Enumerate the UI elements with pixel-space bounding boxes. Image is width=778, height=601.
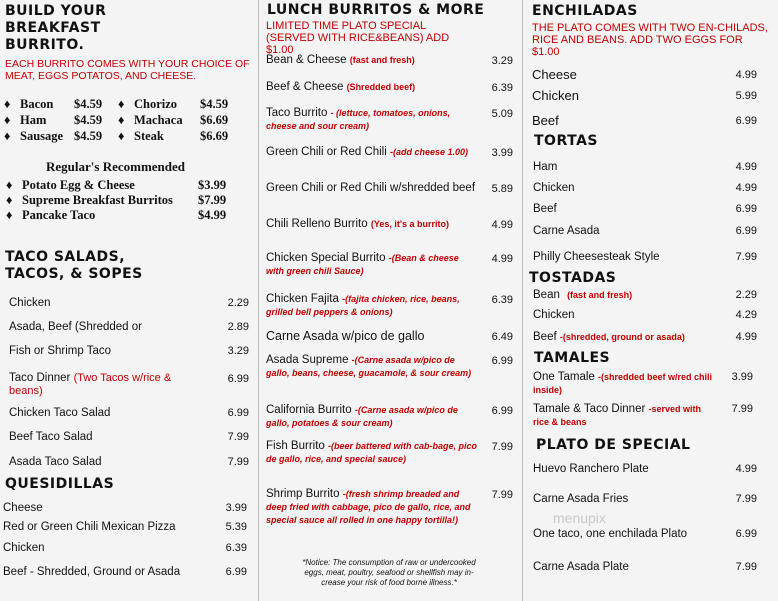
tostadas-header: TOSTADAS <box>529 270 617 286</box>
bullet-icon: ♦ <box>6 193 13 207</box>
menu-item-price: 5.39 <box>225 521 247 533</box>
menu-item <box>266 293 476 319</box>
bullet-icon: ♦ <box>6 178 13 192</box>
regular-item-name: Supreme Breakfast Burritos <box>22 193 173 207</box>
menu-item-price: 6.99 <box>735 225 757 237</box>
menu-item-name: Red or Green Chili Mexican Pizza <box>3 521 176 533</box>
enchiladas-tortas-column <box>522 0 778 601</box>
menu-item-name: Philly Cheesesteak Style <box>533 251 660 263</box>
breakfast-item-name: Chorizo <box>134 97 178 111</box>
menu-item-desc: (fast and fresh) <box>567 290 633 300</box>
menu-item-price: 3.29 <box>227 345 249 357</box>
menu-item-price: 6.99 <box>227 407 249 419</box>
menu-item-price: 7.99 <box>491 489 513 501</box>
menu-item-desc: -(Bean & cheese with green chili Sauce) <box>266 253 459 276</box>
menu-item-price: 6.49 <box>491 331 513 343</box>
menu-item-price: 7.99 <box>731 403 753 415</box>
menu-item-name: Ham <box>533 161 558 173</box>
menu-item-desc: -(fresh shrimp breaded and deep fried with cabbage, pico de gallo, rice, and special sauce all rolled in one happy tortilla!) <box>266 489 471 525</box>
menu-item-desc: -(add cheese 1.00) <box>390 147 469 157</box>
menu-item-name: Carne Asada Plate <box>533 561 629 573</box>
menu-item-desc: (Yes, it's a burrito) <box>370 219 449 229</box>
menu-item-name: Taco Burrito <box>266 107 328 119</box>
menu-item <box>266 146 476 159</box>
lunch-burritos-header: LUNCH BURRITOS & MORE <box>267 2 485 18</box>
menu-item-name: Chicken <box>3 542 45 554</box>
menu-item-name: Green Chili or Red Chili <box>266 146 387 158</box>
menu-item-price: 3.99 <box>731 371 753 383</box>
menu-item-price: 5.09 <box>491 108 513 120</box>
menu-item-name: Tamale & Taco Dinner <box>533 403 646 415</box>
build-your-burrito-note: EACH BURRITO COMES WITH YOUR CHOICE OF MEAT, EGGS POTATOS, AND CHEESE. <box>5 58 250 82</box>
menu-item-name: California Burrito <box>266 404 352 416</box>
breakfast-item-price: $4.59 <box>200 97 229 111</box>
menu-item-desc: -(shredded beef w/red chili inside) <box>533 372 713 395</box>
food-safety-notice: *Notice: The consumption of raw or undercooked eggs, meat, poultry, seafood or shellfish may in-crease your risk of food borne illness.* <box>302 558 476 587</box>
menu-item-price: 6.39 <box>491 294 513 306</box>
menu-item-name: One Tamale <box>533 371 595 383</box>
menu-item-name: Asada, Beef (Shredded or <box>9 321 142 333</box>
bullet-icon: ♦ <box>6 208 13 222</box>
menu-item-price: 5.89 <box>491 183 513 195</box>
menu-item <box>266 218 476 231</box>
menu-item <box>266 354 478 380</box>
bullet-icon: ♦ <box>118 129 125 143</box>
menu-item-price: 6.39 <box>225 542 247 554</box>
breakfast-item-price: $4.59 <box>74 113 103 127</box>
menu-item-desc: -(Carne asada w/pico de gallo, beans, cheese, guacamole, & sour cream) <box>266 355 472 378</box>
menu-item-desc: (Shredded beef) <box>346 82 416 92</box>
menu-item-name: Asada Taco Salad <box>9 456 102 468</box>
menu-item-name: Asada Supreme <box>266 354 349 366</box>
menu-item-desc: -(shredded, ground or asada) <box>559 332 685 342</box>
menu-item-price: 2.29 <box>227 297 249 309</box>
menu-item-name: Huevo Ranchero Plate <box>533 463 649 475</box>
menu-item-name: Beef Taco Salad <box>9 431 93 443</box>
enchiladas-note: THE PLATO COMES WITH TWO EN-CHILADS, RICE AND BEANS. ADD TWO EGGS FOR $1.00 <box>532 22 768 58</box>
menu-item-name: Carne Asada w/pico de gallo <box>266 329 425 343</box>
menu-item-name: Fish or Shrimp Taco <box>9 345 112 357</box>
menu-item <box>266 107 478 133</box>
menupix-watermark: menupix <box>553 510 606 526</box>
tortas-header: TORTAS <box>534 133 598 149</box>
menu-item-name: Beef <box>533 203 557 215</box>
lunch-burritos-column <box>258 0 523 601</box>
menu-item-price: 2.29 <box>735 289 757 301</box>
menu-item-price: 4.99 <box>735 161 757 173</box>
bullet-icon: ♦ <box>118 113 125 127</box>
menu-item <box>266 440 478 466</box>
quesadillas-header: QUESIDILLAS <box>5 476 115 492</box>
menu-item-name: Chicken Taco Salad <box>9 407 111 419</box>
menu-item <box>533 331 685 344</box>
menu-item-price: 6.99 <box>227 373 249 385</box>
regular-item-name: Pancake Taco <box>22 208 96 222</box>
breakfast-item-price: $6.69 <box>200 113 229 127</box>
menu-item-name: One taco, one enchilada Plato <box>533 528 688 540</box>
menu-item-price: 4.99 <box>735 69 757 81</box>
menu-item-name: Fish Burrito <box>266 440 325 452</box>
menu-item <box>533 371 713 397</box>
regular-item-price: $4.99 <box>198 208 227 222</box>
menu-item-price: 6.99 <box>735 115 757 127</box>
menu-item-price: 7.99 <box>227 456 249 468</box>
menu-item-price: 7.99 <box>735 493 757 505</box>
menu-item-price: 4.29 <box>735 309 757 321</box>
menu-item-name: Green Chili or Red Chili w/shredded beef <box>266 182 476 194</box>
menu-item-desc: -(beer battered with cab-bage, pico de gallo, rice, and special sauce) <box>266 441 478 464</box>
menu-item-price: 6.39 <box>491 82 513 94</box>
regular-item-name: Potato Egg & Cheese <box>22 178 135 192</box>
menu-item-desc: (fast and fresh) <box>349 55 415 65</box>
menu-item-price: 2.89 <box>227 321 249 333</box>
menu-item-price: 4.99 <box>491 219 513 231</box>
regular-item-price: $3.99 <box>198 178 227 192</box>
menu-item-price: 7.99 <box>227 431 249 443</box>
menu-item-price: 4.99 <box>735 331 757 343</box>
menu-item-name: Bean <box>533 289 560 301</box>
menu-item-desc: -served with rice & beans <box>533 404 702 427</box>
menu-item-desc: -(Carne asada w/pico de gallo, potatoes & sour cream) <box>266 405 458 428</box>
breakfast-item-price: $6.69 <box>200 129 229 143</box>
taco-dinner-desc: (Two Tacos w/rice & beans) <box>9 372 172 397</box>
menu-item-desc: -(fajita chicken, rice, beans, grilled bell peppers & onions) <box>266 294 460 317</box>
menu-item <box>266 81 471 94</box>
menu-item-name <box>9 372 199 398</box>
menu-item-price: 6.99 <box>491 405 513 417</box>
bullet-icon: ♦ <box>4 97 11 111</box>
menu-item-name: Cheese <box>532 67 577 82</box>
menu-item-desc: - (lettuce, tomatoes, onions, cheese and sour cream) <box>266 108 451 131</box>
menu-item-price: 3.99 <box>491 147 513 159</box>
breakfast-item-price: $4.59 <box>74 129 103 143</box>
tamales-header: TAMALES <box>534 350 611 366</box>
menu-item-price: 5.99 <box>735 90 757 102</box>
menu-item-name: Chicken <box>533 309 575 321</box>
menu-item-price: 6.99 <box>735 203 757 215</box>
menu-item-name: Carne Asada <box>533 225 600 237</box>
menu-item-price: 7.99 <box>735 561 757 573</box>
menu-item-price: 4.99 <box>735 182 757 194</box>
menu-item-name: Chicken <box>532 88 579 103</box>
menu-item-name: Beef <box>532 113 559 128</box>
menu-item-name: Shrimp Burrito <box>266 488 340 500</box>
regulars-title: Regular's Recommended <box>46 159 186 174</box>
menu-item-price: 3.99 <box>225 502 247 514</box>
menu-item-price: 6.99 <box>735 528 757 540</box>
menu-item <box>266 488 478 527</box>
menu-item-price: 4.99 <box>735 463 757 475</box>
menu-item-price: 6.99 <box>225 566 247 578</box>
plato-special-header: PLATO DE SPECIAL <box>536 437 691 453</box>
menu-item <box>266 252 471 278</box>
enchiladas-header: ENCHILADAS <box>532 3 638 19</box>
build-your-burrito-header: BUILD YOUR BREAKFAST BURRITO. <box>5 3 107 53</box>
menu-item-name: Beef & Cheese <box>266 81 344 93</box>
menu-item <box>266 404 478 430</box>
menu-item <box>533 403 718 429</box>
bullet-icon: ♦ <box>4 129 11 143</box>
menu-item-price: 6.99 <box>491 355 513 367</box>
menu-item-name: Carne Asada Fries <box>533 493 629 505</box>
menu-item-name: Beef - Shredded, Ground or Asada <box>3 566 181 578</box>
menu-item-name: Chicken <box>533 182 575 194</box>
menu-item-price: 3.29 <box>491 55 513 67</box>
breakfast-item-name: Sausage <box>20 129 64 143</box>
menu-item-price: 7.99 <box>735 251 757 263</box>
menu-item-name: Chicken Special Burrito <box>266 252 386 264</box>
taco-dinner-name: Taco Dinner <box>9 372 71 384</box>
breakfast-item-name: Machaca <box>134 113 183 127</box>
bullet-icon: ♦ <box>118 97 125 111</box>
menu-item-name: Chicken Fajita <box>266 293 339 305</box>
menu-item-price: 4.99 <box>491 253 513 265</box>
bullet-icon: ♦ <box>4 113 11 127</box>
menu-item <box>266 54 471 67</box>
breakfast-and-tacos-column <box>0 0 258 601</box>
menu-item-name: Cheese <box>3 502 43 514</box>
menu-item-price: 7.99 <box>491 441 513 453</box>
breakfast-item-price: $4.59 <box>74 97 103 111</box>
taco-salads-header: TACO SALADS, TACOS, & SOPES <box>5 249 143 282</box>
menu-item <box>533 289 632 302</box>
menu-item-name: Bean & Cheese <box>266 54 347 66</box>
breakfast-item-name: Bacon <box>20 97 54 111</box>
plato-special-note: LIMITED TIME PLATO SPECIAL (SERVED WITH RICE&BEANS) ADD $1.00 <box>266 20 450 56</box>
menu-item-name: Beef <box>533 331 557 343</box>
regular-item-price: $7.99 <box>198 193 227 207</box>
menu-item-name: Chili Relleno Burrito <box>266 218 368 230</box>
breakfast-item-name: Ham <box>20 113 47 127</box>
menu-item-name: Chicken <box>9 297 51 309</box>
breakfast-item-name: Steak <box>134 129 164 143</box>
